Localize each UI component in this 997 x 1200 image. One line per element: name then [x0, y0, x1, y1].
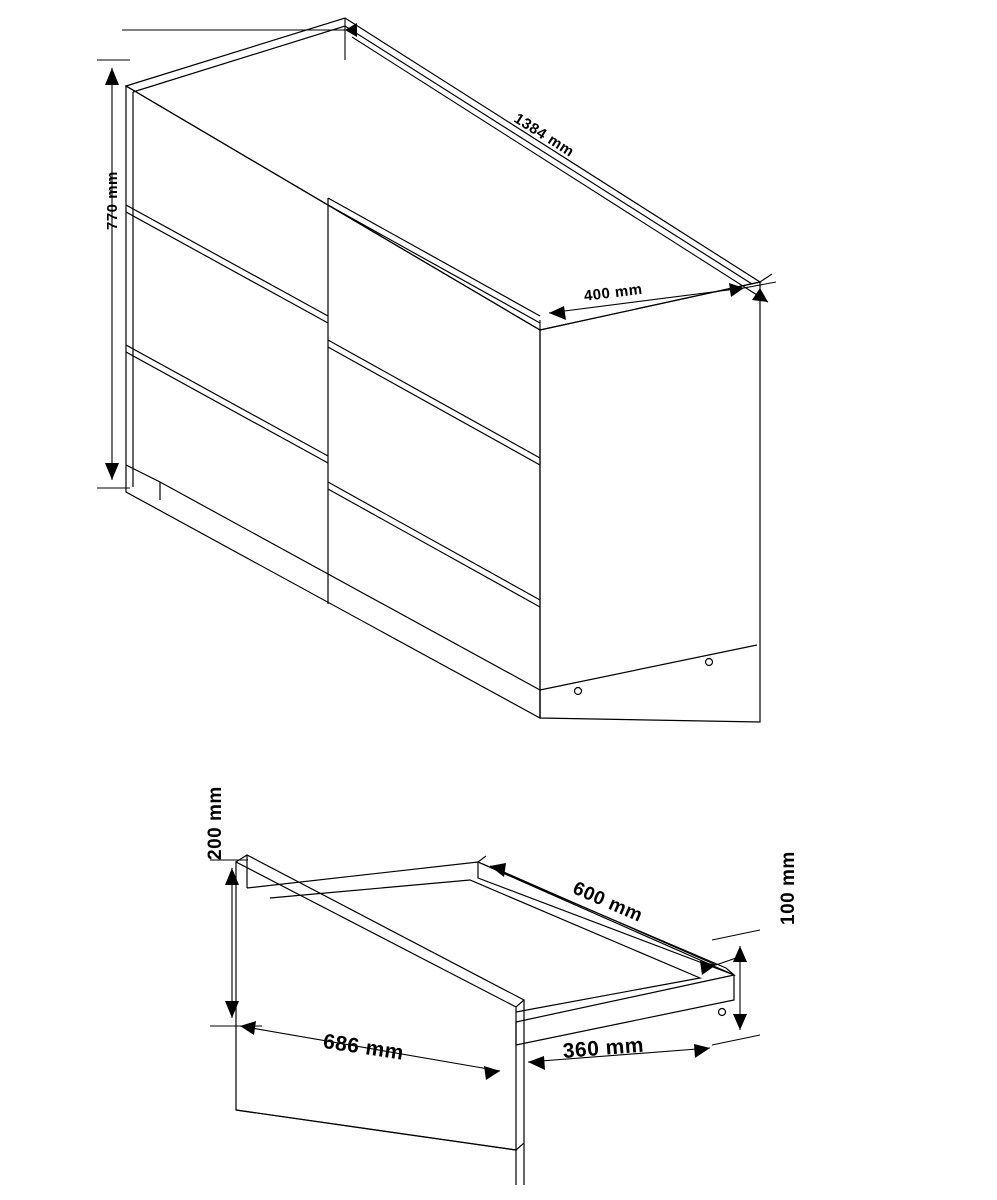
dimension-label-drawer-inner-width: 686 mm	[321, 1030, 406, 1065]
cabinet-body	[126, 18, 760, 722]
dimension-label-drawer-height: 200 mm	[205, 786, 226, 860]
dimension-drawer-side-100	[712, 930, 760, 1045]
dimension-height-770	[97, 60, 130, 488]
dimension-drawer-depth-600	[478, 856, 736, 975]
dimension-label-drawer-front-width: 360 mm	[562, 1033, 645, 1063]
drawer-body	[236, 855, 734, 1185]
dimension-label-drawer-side-height: 100 mm	[778, 851, 799, 925]
dimension-label-depth: 400 mm	[583, 280, 644, 305]
dimension-width-1384	[122, 18, 772, 302]
dimension-label-width: 1384 mm	[510, 110, 578, 161]
dimension-label-height: 770 mm	[104, 171, 121, 230]
dimension-label-drawer-depth: 600 mm	[569, 878, 646, 927]
